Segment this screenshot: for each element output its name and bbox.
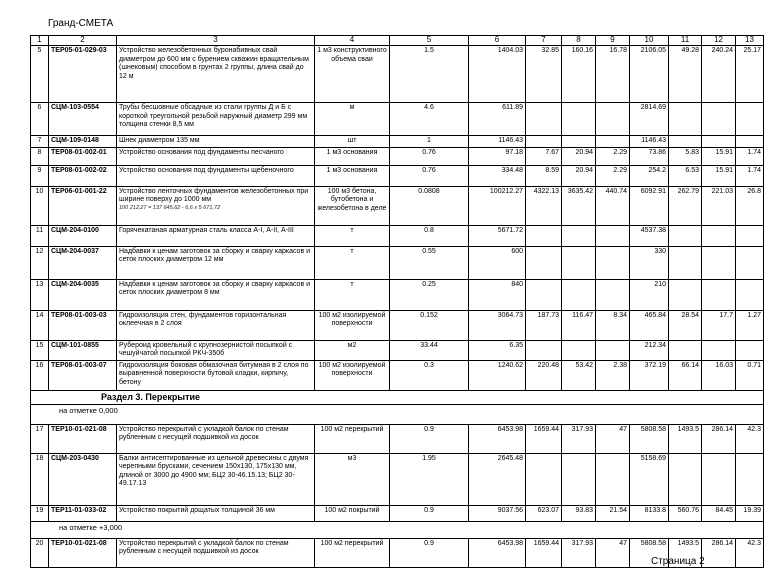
row-number: 14	[31, 310, 49, 340]
cost-value: 8.59	[526, 165, 562, 186]
unit-of-measure: м3	[315, 453, 390, 505]
cost-value: 93.83	[562, 505, 596, 521]
work-description	[117, 246, 315, 279]
cost-value	[526, 103, 562, 136]
column-number: 5	[390, 36, 469, 46]
unit-of-measure: 1 м3 основания	[315, 147, 390, 165]
rate-code: СЦМ-204-0037	[49, 246, 117, 279]
subsection-title: на отметке +3,000	[31, 521, 764, 538]
table-row	[31, 186, 764, 225]
cost-value: 465.84	[630, 310, 669, 340]
cost-value: 6.35	[469, 340, 526, 360]
cost-value: 1.74	[736, 147, 764, 165]
cost-value	[736, 453, 764, 505]
cost-value	[596, 340, 630, 360]
cost-value: 32.85	[526, 46, 562, 103]
cost-value: 623.07	[526, 505, 562, 521]
cost-value: 7.67	[526, 147, 562, 165]
cost-value: 187.73	[526, 310, 562, 340]
quantity: 0.9	[390, 505, 469, 521]
cost-value	[702, 246, 736, 279]
cost-value	[562, 246, 596, 279]
table-row	[31, 225, 764, 246]
cost-value: 8133.8	[630, 505, 669, 521]
cost-value	[736, 225, 764, 246]
quantity: 0.3	[390, 360, 469, 390]
rate-code: ТЕР08-01-002-01	[49, 147, 117, 165]
subsection-title: на отметке 0,000	[31, 404, 764, 424]
cost-value: 440.74	[596, 186, 630, 225]
cost-value: 4537.38	[630, 225, 669, 246]
cost-value	[526, 225, 562, 246]
page-number: Страница 2	[651, 556, 705, 567]
description-text: Устройство перекрытий с укладкой балок по стенам рубленным с несущей подшивкой из досок	[119, 425, 289, 442]
column-number: 12	[702, 36, 736, 46]
cost-value	[669, 225, 702, 246]
cost-value	[562, 136, 596, 148]
quantity: 0.76	[390, 165, 469, 186]
cost-value: 1404.03	[469, 46, 526, 103]
cost-value: 600	[469, 246, 526, 279]
row-number: 16	[31, 360, 49, 390]
cost-value: 19.39	[736, 505, 764, 521]
description-text: Устройство покрытий дощатых толщиной 36 мм	[119, 506, 275, 514]
row-number: 10	[31, 186, 49, 225]
cost-value: 262.79	[669, 186, 702, 225]
cost-value: 1659.44	[526, 538, 562, 567]
column-number: 2	[49, 36, 117, 46]
work-description	[117, 505, 315, 521]
rate-code: СЦМ-204-0035	[49, 279, 117, 310]
quantity: 0.9	[390, 424, 469, 453]
cost-value	[702, 103, 736, 136]
unit-of-measure: 100 м2 изолируемой поверхности	[315, 310, 390, 340]
row-number: 11	[31, 225, 49, 246]
cost-value	[596, 453, 630, 505]
cost-value: 1493.5	[669, 424, 702, 453]
description-text: Трубы бесшовные обсадные из стали группы Д и Б с короткой треугольной резьбой наружный диаметр 299 мм толщина стенки 8,5 мм	[119, 104, 308, 129]
cost-value: 16.78	[596, 46, 630, 103]
cost-value: 16.03	[702, 360, 736, 390]
column-number: 4	[315, 36, 390, 46]
cost-value: 47	[596, 538, 630, 567]
rate-code: СЦМ-109-0148	[49, 136, 117, 148]
description-text: Рубероид кровельный с крупнозернистой посыпкой с чешуйчатой посыпкой РКЧ-350б	[119, 341, 293, 358]
unit-of-measure: 1 м3 конструктивного объема сваи	[315, 46, 390, 103]
cost-value	[562, 225, 596, 246]
table-row	[31, 136, 764, 148]
cost-value	[596, 279, 630, 310]
cost-value	[736, 136, 764, 148]
cost-value: 254.2	[630, 165, 669, 186]
rate-code: СЦМ-203-0430	[49, 453, 117, 505]
cost-value: 286.14	[702, 538, 736, 567]
cost-value: 100212.27	[469, 186, 526, 225]
description-text: Гидроизоляция стен, фундаментов горизонтальная оклеечная в 2 слоя	[119, 311, 287, 328]
cost-value: 6453.98	[469, 424, 526, 453]
cost-value	[596, 136, 630, 148]
row-number: 12	[31, 246, 49, 279]
cost-value	[669, 340, 702, 360]
cost-value: 6.53	[669, 165, 702, 186]
description-text: Надбавки к ценам заготовок за сборку и сварку каркасов и сеток плоских диаметром 8 мм	[119, 280, 311, 297]
rate-code: ТЕР05-01-029-03	[49, 46, 117, 103]
cost-value: 1.27	[736, 310, 764, 340]
row-number: 15	[31, 340, 49, 360]
cost-value	[669, 136, 702, 148]
cost-value: 42.3	[736, 424, 764, 453]
cost-value: 42.3	[736, 538, 764, 567]
row-number: 8	[31, 147, 49, 165]
quantity: 0.55	[390, 246, 469, 279]
cost-value: 220.48	[526, 360, 562, 390]
rate-code: СЦМ-204-0100	[49, 225, 117, 246]
column-number-row	[31, 36, 764, 46]
cost-value: 1146.43	[469, 136, 526, 148]
cost-value: 5808.58	[630, 538, 669, 567]
column-number: 7	[526, 36, 562, 46]
cost-value: 5671.72	[469, 225, 526, 246]
work-description	[117, 46, 315, 103]
rate-code: ТЕР08-01-003-03	[49, 310, 117, 340]
table-row	[31, 505, 764, 521]
rate-code: ТЕР10-01-021-08	[49, 424, 117, 453]
table-row	[31, 424, 764, 453]
cost-value	[596, 103, 630, 136]
description-text: Балки антисептированные из цельной древесины с двумя черепными брусками, сечением 150х130, 175х130 мм, длиной от 3000 до 4900 мм; БЦ2 30-46.15.13; БЦ2 30-49.17.13	[119, 454, 309, 488]
rate-code: ТЕР08-01-003-07	[49, 360, 117, 390]
cost-value	[669, 103, 702, 136]
table-row	[31, 46, 764, 103]
cost-value: 5808.58	[630, 424, 669, 453]
row-number: 7	[31, 136, 49, 148]
table-row	[31, 147, 764, 165]
work-description	[117, 165, 315, 186]
description-text: Устройство ленточных фундаментов железобетонных при ширине поверху до 1000 мм	[119, 187, 309, 204]
column-number: 6	[469, 36, 526, 46]
quantity: 0.76	[390, 147, 469, 165]
quantity: 1.5	[390, 46, 469, 103]
cost-value	[736, 103, 764, 136]
work-description	[117, 424, 315, 453]
cost-value	[702, 279, 736, 310]
cost-value: 330	[630, 246, 669, 279]
work-description	[117, 186, 315, 225]
column-number: 1	[31, 36, 49, 46]
unit-of-measure: 100 м2 покрытий	[315, 505, 390, 521]
quantity: 0.9	[390, 538, 469, 567]
unit-of-measure: м	[315, 103, 390, 136]
app-title: Гранд-СМЕТА	[48, 18, 114, 29]
work-description	[117, 538, 315, 567]
cost-value: 1659.44	[526, 424, 562, 453]
column-number: 9	[596, 36, 630, 46]
work-description	[117, 453, 315, 505]
cost-value	[526, 340, 562, 360]
cost-value: 5.83	[669, 147, 702, 165]
unit-of-measure: м2	[315, 340, 390, 360]
unit-of-measure: 100 м2 перекрытий	[315, 538, 390, 567]
table-row	[31, 310, 764, 340]
cost-value	[562, 453, 596, 505]
cost-value	[702, 225, 736, 246]
rate-code: ТЕР08-01-002-02	[49, 165, 117, 186]
cost-value: 116.47	[562, 310, 596, 340]
work-description	[117, 136, 315, 148]
unit-of-measure: 100 м3 бетона, бутобетона и железобетона в деле	[315, 186, 390, 225]
estimate-table	[30, 35, 764, 568]
work-description	[117, 340, 315, 360]
cost-value: 1146.43	[630, 136, 669, 148]
cost-value: 25.17	[736, 46, 764, 103]
rate-code: СЦМ-101-0855	[49, 340, 117, 360]
cost-value: 28.54	[669, 310, 702, 340]
cost-value: 212.34	[630, 340, 669, 360]
cost-value: 9037.56	[469, 505, 526, 521]
cost-value	[526, 279, 562, 310]
cost-value: 8.34	[596, 310, 630, 340]
quantity: 0.8	[390, 225, 469, 246]
section-title: Раздел 3. Перекрытие	[31, 390, 764, 404]
subsection-row	[31, 521, 764, 538]
work-description	[117, 279, 315, 310]
cost-value: 160.16	[562, 46, 596, 103]
table-row	[31, 246, 764, 279]
cost-value: 73.86	[630, 147, 669, 165]
cost-value: 240.24	[702, 46, 736, 103]
row-number: 20	[31, 538, 49, 567]
description-text: Устройство основания под фундаменты песчаного	[119, 148, 284, 156]
column-number: 8	[562, 36, 596, 46]
cost-value	[669, 279, 702, 310]
cost-value: 2.38	[596, 360, 630, 390]
cost-value: 1.74	[736, 165, 764, 186]
cost-value	[526, 453, 562, 505]
quantity: 1.95	[390, 453, 469, 505]
cost-value: 2.29	[596, 147, 630, 165]
cost-value: 15.91	[702, 165, 736, 186]
cost-value: 1240.62	[469, 360, 526, 390]
cost-value	[702, 136, 736, 148]
cost-value	[736, 246, 764, 279]
calculation-note: 100 212,27 = 137 645,62 - 6,6 x 5 671,72	[119, 204, 221, 211]
unit-of-measure: 100 м2 перекрытий	[315, 424, 390, 453]
rate-code: СЦМ-103-0554	[49, 103, 117, 136]
row-number: 17	[31, 424, 49, 453]
column-number: 11	[669, 36, 702, 46]
cost-value: 21.54	[596, 505, 630, 521]
cost-value	[702, 453, 736, 505]
cost-value	[562, 103, 596, 136]
work-description	[117, 310, 315, 340]
cost-value: 2814.69	[630, 103, 669, 136]
column-number: 10	[630, 36, 669, 46]
table-row	[31, 279, 764, 310]
work-description	[117, 103, 315, 136]
quantity: 0.152	[390, 310, 469, 340]
cost-value: 84.45	[702, 505, 736, 521]
column-number: 3	[117, 36, 315, 46]
cost-value	[736, 340, 764, 360]
cost-value: 49.28	[669, 46, 702, 103]
quantity: 33.44	[390, 340, 469, 360]
cost-value: 15.91	[702, 147, 736, 165]
table-row	[31, 103, 764, 136]
description-text: Устройство перекрытий с укладкой балок по стенам рубленным с несущей подшивкой из досок	[119, 539, 289, 556]
row-number: 13	[31, 279, 49, 310]
cost-value: 97.18	[469, 147, 526, 165]
row-number: 6	[31, 103, 49, 136]
work-description	[117, 147, 315, 165]
section-row	[31, 390, 764, 404]
table-row	[31, 340, 764, 360]
cost-value: 840	[469, 279, 526, 310]
description-text: Горячекатаная арматурная сталь класса А-I, А-II, А-III	[119, 226, 294, 234]
cost-value	[669, 246, 702, 279]
cost-value: 20.94	[562, 165, 596, 186]
cost-value	[596, 246, 630, 279]
quantity: 0.0808	[390, 186, 469, 225]
unit-of-measure: т	[315, 246, 390, 279]
unit-of-measure: 100 м2 изолируемой поверхности	[315, 360, 390, 390]
row-number: 19	[31, 505, 49, 521]
rate-code: ТЕР11-01-033-02	[49, 505, 117, 521]
work-description	[117, 225, 315, 246]
cost-value: 4322.13	[526, 186, 562, 225]
cost-value: 2106.05	[630, 46, 669, 103]
cost-value: 221.03	[702, 186, 736, 225]
unit-of-measure: т	[315, 225, 390, 246]
cost-value: 1493.5	[669, 538, 702, 567]
cost-value: 6453.98	[469, 538, 526, 567]
cost-value: 53.42	[562, 360, 596, 390]
cost-value: 317.93	[562, 424, 596, 453]
cost-value: 611.89	[469, 103, 526, 136]
rate-code: ТЕР10-01-021-08	[49, 538, 117, 567]
description-text: Шнек диаметром 135 мм	[119, 137, 200, 144]
cost-value	[736, 279, 764, 310]
cost-value: 2.29	[596, 165, 630, 186]
cost-value: 317.93	[562, 538, 596, 567]
work-description	[117, 360, 315, 390]
rate-code: ТЕР06-01-001-22	[49, 186, 117, 225]
description-text: Устройство железобетонных буронабивных свай диаметром до 600 мм с бурением скважин вращательным (шнековым) способом в грунтах 2 группы, длина свай до 12 м	[119, 47, 309, 80]
table-row	[31, 360, 764, 390]
cost-value: 66.14	[669, 360, 702, 390]
cost-value	[562, 279, 596, 310]
description-text: Устройство основания под фундаменты щебеночного	[119, 166, 294, 174]
cost-value	[562, 340, 596, 360]
cost-value	[596, 225, 630, 246]
quantity: 4.6	[390, 103, 469, 136]
cost-value: 0.71	[736, 360, 764, 390]
cost-value: 3635.42	[562, 186, 596, 225]
row-number: 18	[31, 453, 49, 505]
description-text: Гидроизоляция боковая обмазочная битумная в 2 слоя по выравненной поверхности бутовой кладки, кирпичу, бетону	[119, 361, 309, 386]
unit-of-measure: 1 м3 основания	[315, 165, 390, 186]
cost-value: 5158.69	[630, 453, 669, 505]
cost-value	[526, 136, 562, 148]
cost-value: 6092.91	[630, 186, 669, 225]
unit-of-measure: шт	[315, 136, 390, 148]
cost-value: 17.7	[702, 310, 736, 340]
unit-of-measure: т	[315, 279, 390, 310]
quantity: 1	[390, 136, 469, 148]
description-text: Надбавки к ценам заготовок за сборку и сварку каркасов и сеток плоских диаметром 12 мм	[119, 247, 311, 264]
subsection-row	[31, 404, 764, 424]
cost-value: 334.48	[469, 165, 526, 186]
cost-value: 26.8	[736, 186, 764, 225]
cost-value	[669, 453, 702, 505]
cost-value: 372.19	[630, 360, 669, 390]
cost-value	[526, 246, 562, 279]
table-row	[31, 165, 764, 186]
quantity: 0.25	[390, 279, 469, 310]
table-row	[31, 453, 764, 505]
row-number: 5	[31, 46, 49, 103]
cost-value: 560.76	[669, 505, 702, 521]
cost-value: 47	[596, 424, 630, 453]
row-number: 9	[31, 165, 49, 186]
cost-value: 286.14	[702, 424, 736, 453]
cost-value: 210	[630, 279, 669, 310]
cost-value: 3064.73	[469, 310, 526, 340]
column-number: 13	[736, 36, 764, 46]
cost-value	[702, 340, 736, 360]
cost-value: 2645.48	[469, 453, 526, 505]
cost-value: 20.94	[562, 147, 596, 165]
